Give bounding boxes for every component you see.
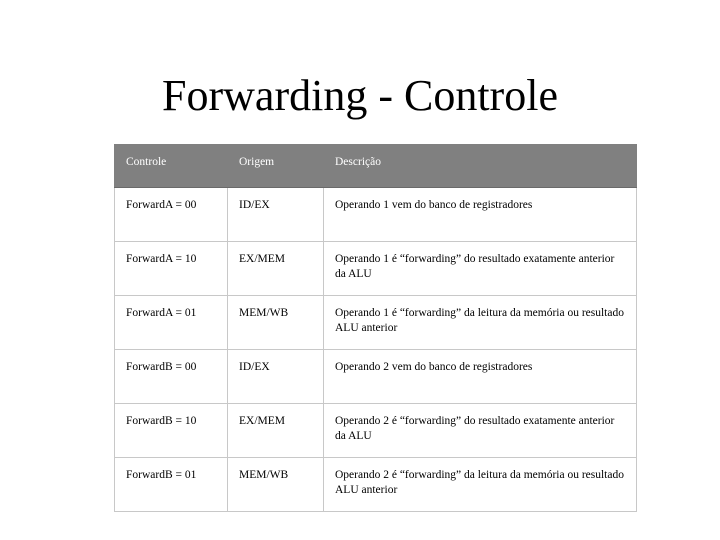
- cell-origem: EX/MEM: [228, 242, 324, 296]
- table-row: [115, 296, 637, 350]
- cell-controle: ForwardA = 10: [115, 242, 228, 296]
- cell-descricao: Operando 2 vem do banco de registradores: [324, 350, 637, 404]
- column-header-descricao: Descrição: [324, 145, 637, 188]
- cell-origem: ID/EX: [228, 188, 324, 242]
- cell-controle: ForwardA = 01: [115, 296, 228, 350]
- column-header-controle: Controle: [115, 145, 228, 188]
- cell-controle: ForwardB = 00: [115, 350, 228, 404]
- cell-origem: MEM/WB: [228, 296, 324, 350]
- cell-descricao: Operando 1 vem do banco de registradores: [324, 188, 637, 242]
- column-header-origem: Origem: [228, 145, 324, 188]
- cell-origem: MEM/WB: [228, 458, 324, 512]
- table-row: [115, 188, 637, 242]
- cell-descricao: Operando 2 é “forwarding” do resultado exatamente anterior da ALU: [324, 404, 637, 458]
- table-row: [115, 350, 637, 404]
- cell-descricao: Operando 1 é “forwarding” da leitura da memória ou resultado ALU anterior: [324, 296, 637, 350]
- cell-descricao: Operando 2 é “forwarding” da leitura da memória ou resultado ALU anterior: [324, 458, 637, 512]
- cell-origem: EX/MEM: [228, 404, 324, 458]
- table-row: [115, 458, 637, 512]
- slide-title: Forwarding - Controle: [162, 71, 558, 120]
- cell-origem: ID/EX: [228, 350, 324, 404]
- cell-descricao: Operando 1 é “forwarding” do resultado exatamente anterior da ALU: [324, 242, 637, 296]
- cell-controle: ForwardB = 01: [115, 458, 228, 512]
- cell-controle: ForwardA = 00: [115, 188, 228, 242]
- cell-controle: ForwardB = 10: [115, 404, 228, 458]
- table-header-row: [115, 145, 637, 188]
- table-row: [115, 242, 637, 296]
- forwarding-control-table: [114, 144, 637, 512]
- table-row: [115, 404, 637, 458]
